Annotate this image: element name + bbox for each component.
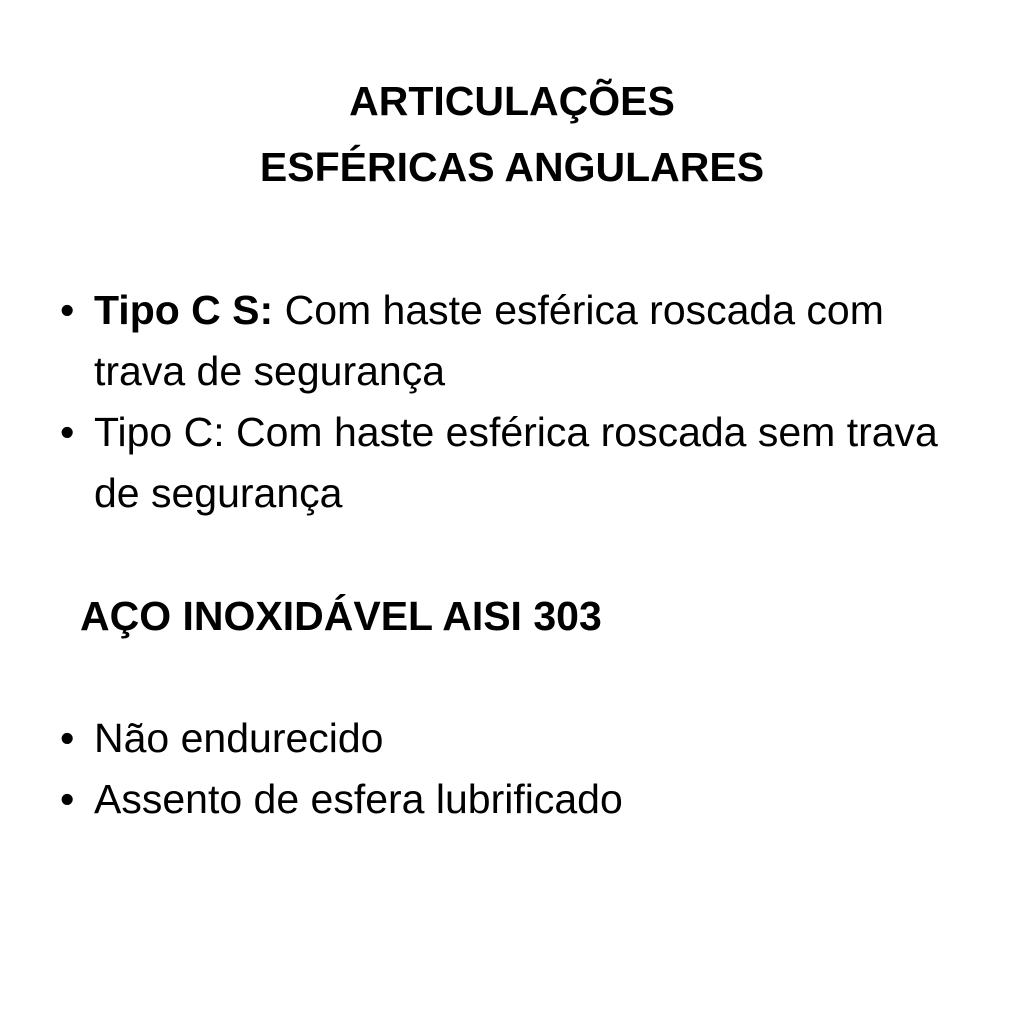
feature-text: Assento de esfera lubrificado — [94, 776, 623, 822]
title-line-1: ARTICULAÇÕES — [349, 78, 675, 124]
list-item — [0, 769, 954, 830]
type-term: Tipo C S: — [94, 287, 274, 333]
type-description: Com haste esférica roscada com trava de segurança — [94, 287, 884, 394]
list-item — [0, 402, 954, 524]
types-list — [0, 280, 954, 524]
bullet-icon: • — [60, 715, 75, 761]
bullet-icon: • — [60, 287, 75, 333]
title-line-2: ESFÉRICAS ANGULARES — [259, 144, 765, 190]
page-title — [0, 68, 1024, 200]
bullet-icon: • — [60, 409, 75, 455]
features-list — [0, 708, 954, 830]
bullet-icon: • — [60, 776, 75, 822]
list-item — [0, 708, 954, 769]
list-item — [0, 280, 954, 402]
material-heading: AÇO INOXIDÁVEL AISI 303 — [80, 593, 602, 639]
feature-text: Não endurecido — [94, 715, 384, 761]
type-description: Tipo C: Com haste esférica roscada sem trava de segurança — [94, 409, 938, 516]
